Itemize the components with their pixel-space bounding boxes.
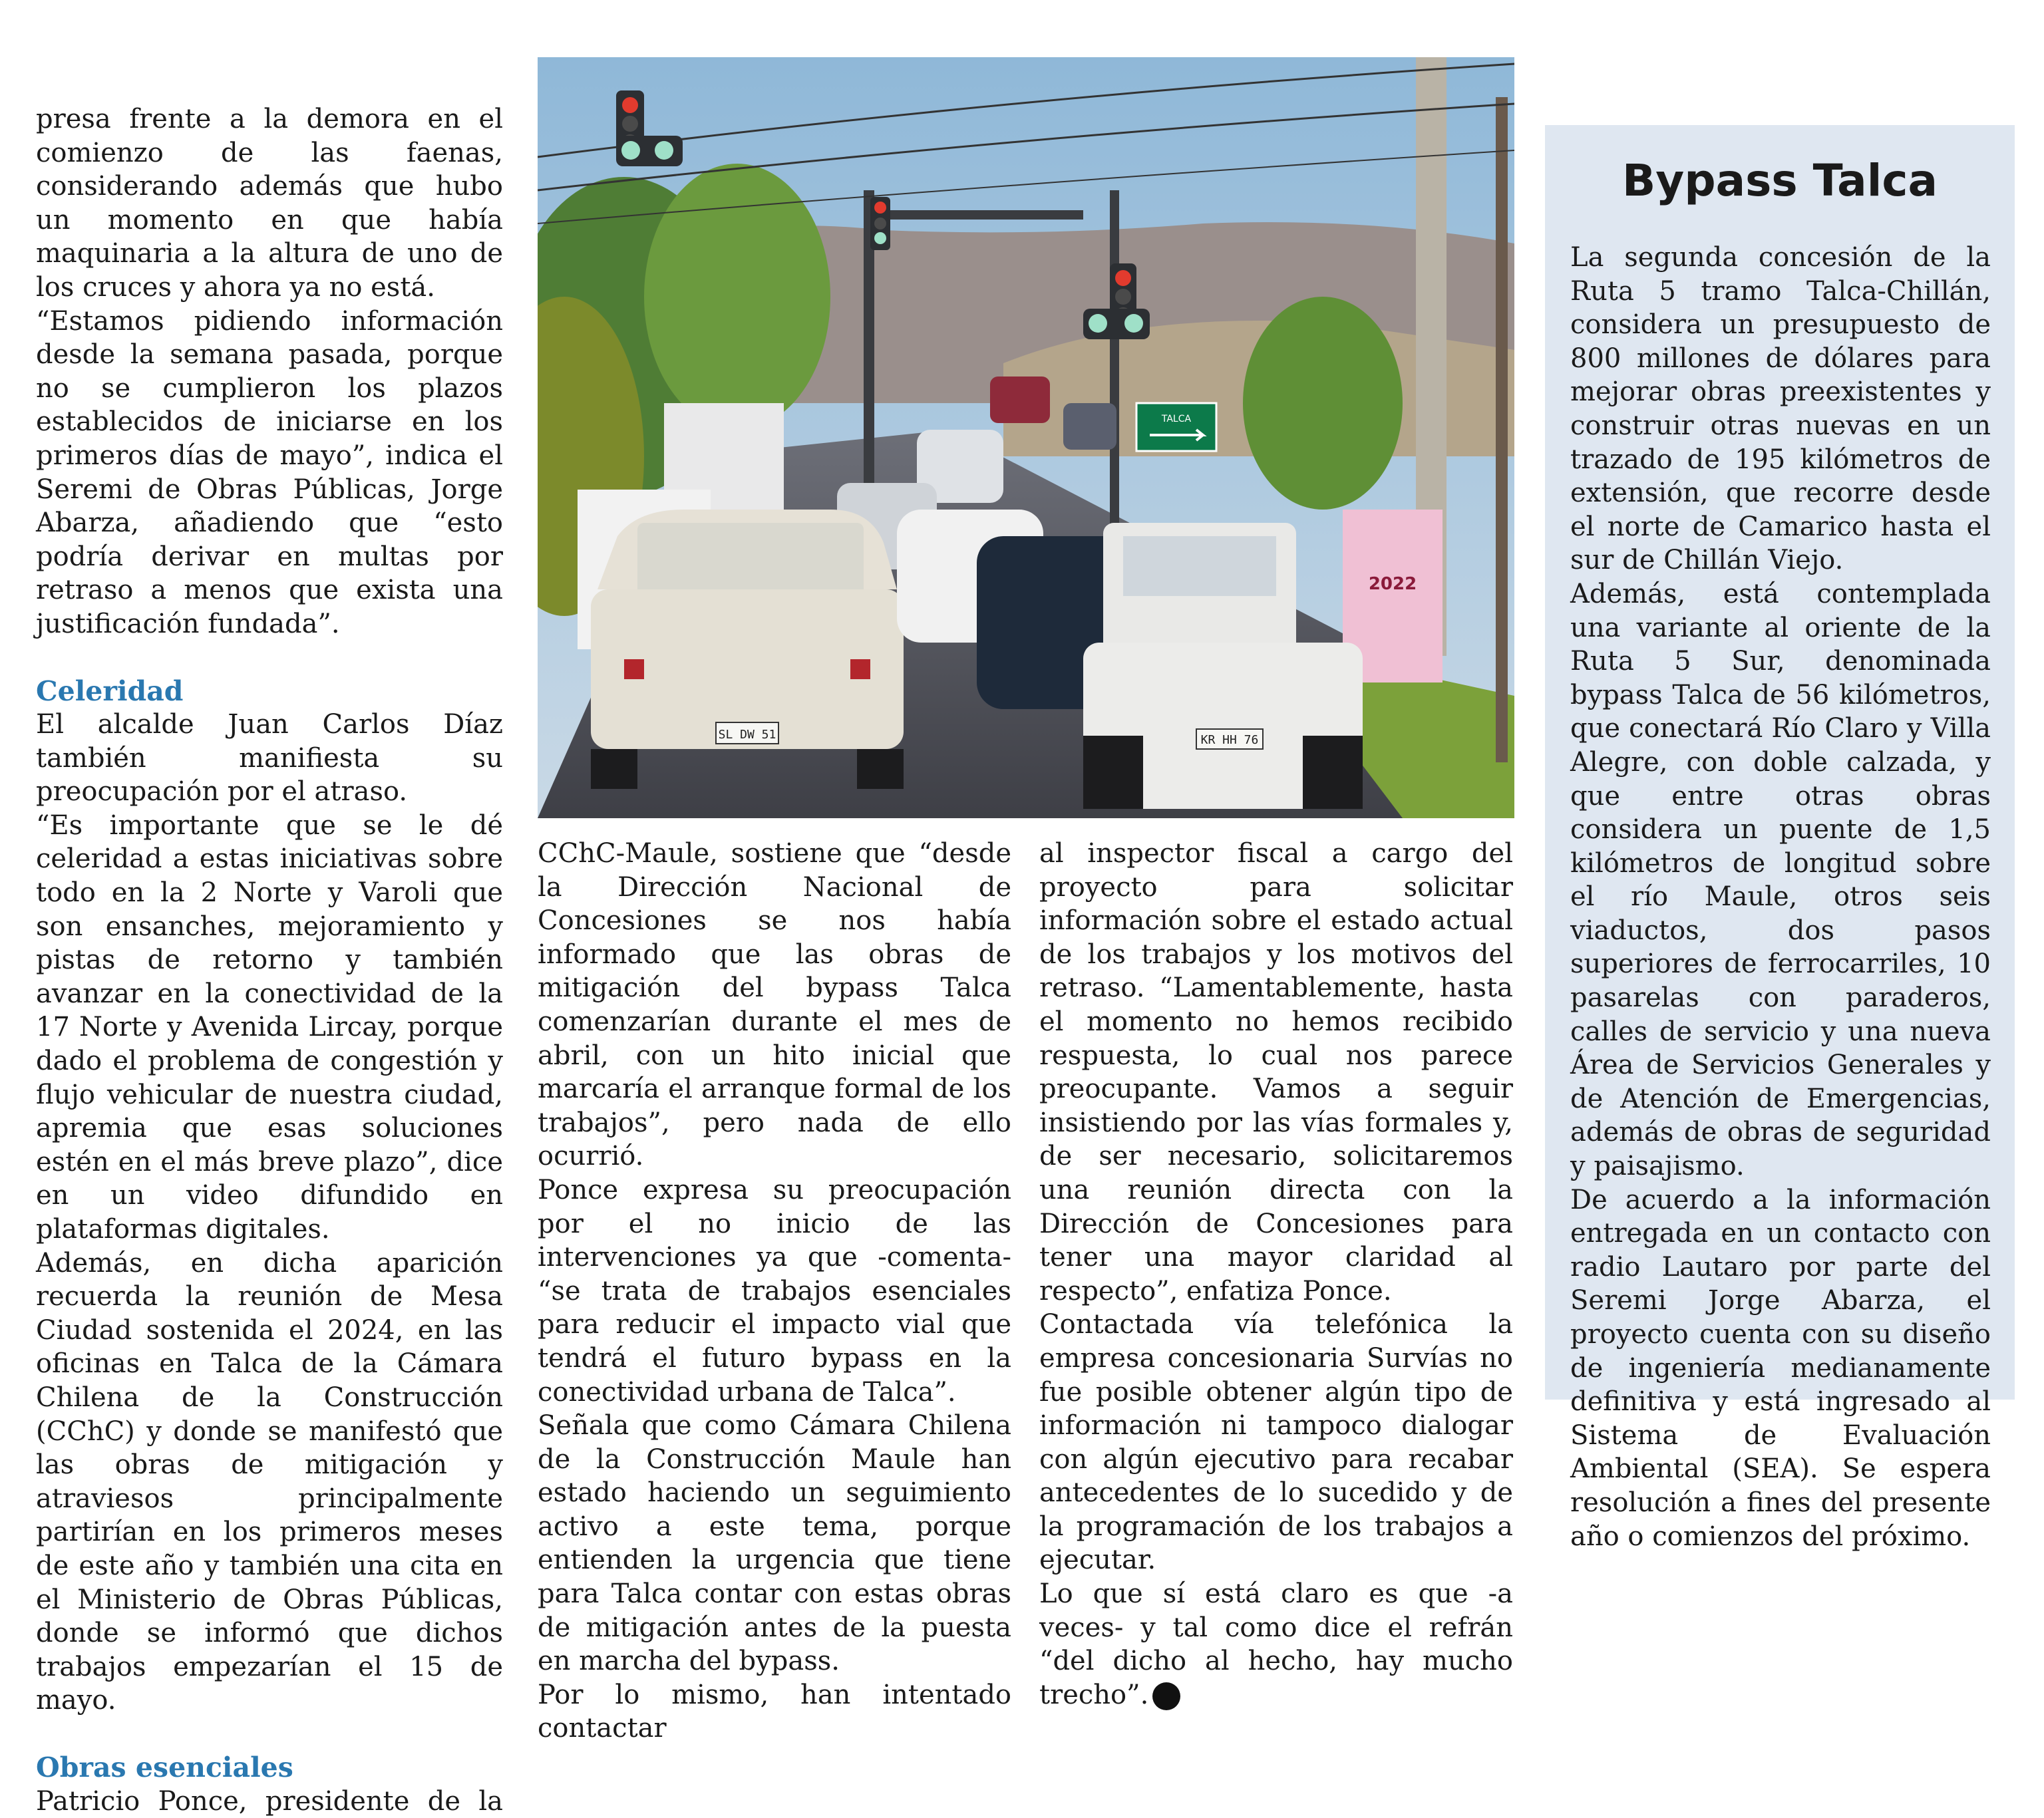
- sidebar-title: Bypass Talca: [1545, 154, 2015, 208]
- end-mark-icon: [1152, 1682, 1180, 1710]
- traffic-scene-illustration: [538, 57, 1514, 818]
- paragraph: Por lo mismo, han intentado contactar: [538, 1678, 1011, 1745]
- paragraph: CChC-Maule, sostiene que “desde la Dirección Nacional de Concesiones se nos había informado que las obras de mitigación del bypass Talca comenzarían durante el mes de abril, con un hito inicial que marcaría el arranque formal de los trabajos”, pero nada de ello ocurrió.: [538, 837, 1011, 1173]
- campaign-banner-text: 2022: [1369, 574, 1417, 594]
- sidebar-box: [1545, 125, 2015, 1400]
- license-plate: SL DW 51: [719, 728, 776, 742]
- article-column-1: [36, 102, 503, 1818]
- paragraph-final-text: Lo que sí está claro es que -a veces- y tal como dice el refrán “del dicho al hecho, hay mucho trecho”.: [1039, 1579, 1513, 1710]
- sidebar-paragraph: La segunda concesión de la Ruta 5 tramo Talca-Chillán, considera un presupuesto de 800 millones de dólares para mejorar obras preexistentes y construir otras nuevas en un trazado de 195 kilómetros de extensión, que recorre desde el norte de Camarico hasta el sur de Chillán Viejo.: [1570, 241, 1991, 577]
- paragraph: “Es importante que se le dé celeridad a estas iniciativas sobre todo en la 2 Norte y Varoli que son ensanches, mejoramiento y pistas de retorno y también avanzar en la conectividad de la 17 Norte y Avenida Lircay, porque dado el problema de congestión y flujo vehicular de nuestra ciudad, apremia que esas soluciones estén en el más breve plazo”, dice en un video difundido en plataformas digitales.: [36, 809, 503, 1247]
- subheading-celeridad: Celeridad: [36, 675, 503, 708]
- car: [591, 510, 904, 789]
- road-sign-text: TALCA: [1161, 414, 1192, 424]
- paragraph: El alcalde Juan Carlos Díaz también manifiesta su preocupación por el atraso.: [36, 708, 503, 809]
- paragraph: Además, en dicha aparición recuerda la reunión de Mesa Ciudad sostenida el 2024, en las oficinas en Talca de la Cámara Chilena de la Construcción (CChC) y donde se manifestó que las obras de mitigación y atraviesos principalmente partirían en los primeros meses de este año y también una cita en el Ministerio de Obras Públicas, donde se informó que dichos trabajos empezarían el 15 de mayo.: [36, 1247, 503, 1718]
- license-plate: KR HH 76: [1201, 733, 1259, 747]
- traffic-photo: [538, 57, 1514, 818]
- paragraph: Contactada vía telefónica la empresa concesionaria Survías no fue posible obtener algún tipo de información ni tampoco dialogar con algún ejecutivo para recabar antecedentes de lo sucedido y de la programación de los trabajos a ejecutar.: [1039, 1308, 1513, 1577]
- article-column-2: [538, 837, 1011, 1745]
- paragraph: Patricio Ponce, presidente de la: [36, 1785, 503, 1818]
- subheading-obras-esenciales: Obras esenciales: [36, 1751, 503, 1785]
- sidebar-paragraph: Además, está contemplada una variante al oriente de la Ruta 5 Sur, denominada bypass Talca de 56 kilómetros, que conectará Río Claro y Villa Alegre, con doble calzada, y que entre otras obras considera un puente de 1,5 kilómetros de longitud sobre el río Maule, otros seis viaductos, dos pasos superiores de ferrocarriles, 10 pasarelas con paraderos, calles de servicio y una nueva Área de Servicios Generales y de Atención de Emergencias, además de obras de seguridad y paisajismo.: [1570, 577, 1991, 1183]
- paragraph: Señala que como Cámara Chilena de la Construcción Maule han estado haciendo un seguimiento activo a este tema, porque entienden la urgencia que tiene para Talca contar con estas obras de mitigación antes de la puesta en marcha del bypass.: [538, 1409, 1011, 1678]
- paragraph: “Estamos pidiendo información desde la semana pasada, porque no se cumplieron los plazos establecidos de iniciarse en los primeros días de mayo”, indica el Seremi de Obras Públicas, Jorge Abarza, añadiendo que “esto podría derivar en multas por retraso a menos que exista una justificación fundada”.: [36, 305, 503, 641]
- paragraph-final: [1039, 1577, 1513, 1712]
- sidebar-paragraph: De acuerdo a la información entregada en un contacto con radio Lautaro por parte del Seremi Jorge Abarza, el proyecto cuenta con su diseño de ingeniería medianamente definitiva y está ingresado al Sistema de Evaluación Ambiental (SEA). Se espera resolución a fines del presente año o comienzos del próximo.: [1570, 1183, 1991, 1554]
- paragraph: presa frente a la demora en el comienzo de las faenas, considerando además que hubo un momento en que había maquinaria a la altura de uno de los cruces y ahora ya no está.: [36, 102, 503, 305]
- article-column-3: [1039, 837, 1513, 1712]
- road-sign: [1136, 403, 1216, 451]
- paragraph: Ponce expresa su preocupación por el no inicio de las intervenciones ya que -comenta- “se trata de trabajos esenciales para reducir el impacto vial que tendrá el futuro bypass en la conectividad urbana de Talca”.: [538, 1173, 1011, 1409]
- sidebar-body: [1570, 241, 1991, 1553]
- traffic-light-icon: [870, 197, 890, 250]
- paragraph: al inspector fiscal a cargo del proyecto para solicitar información sobre el estado actual de los trabajos y los motivos del retraso. “Lamentablemente, hasta el momento no hemos recibido respuesta, lo cual nos parece preocupante. Vamos a seguir insistiendo por las vías formales y, de ser necesario, solicitaremos una reunión directa con la Dirección de Concesiones para tener una mayor claridad al respecto”, enfatiza Ponce.: [1039, 837, 1513, 1308]
